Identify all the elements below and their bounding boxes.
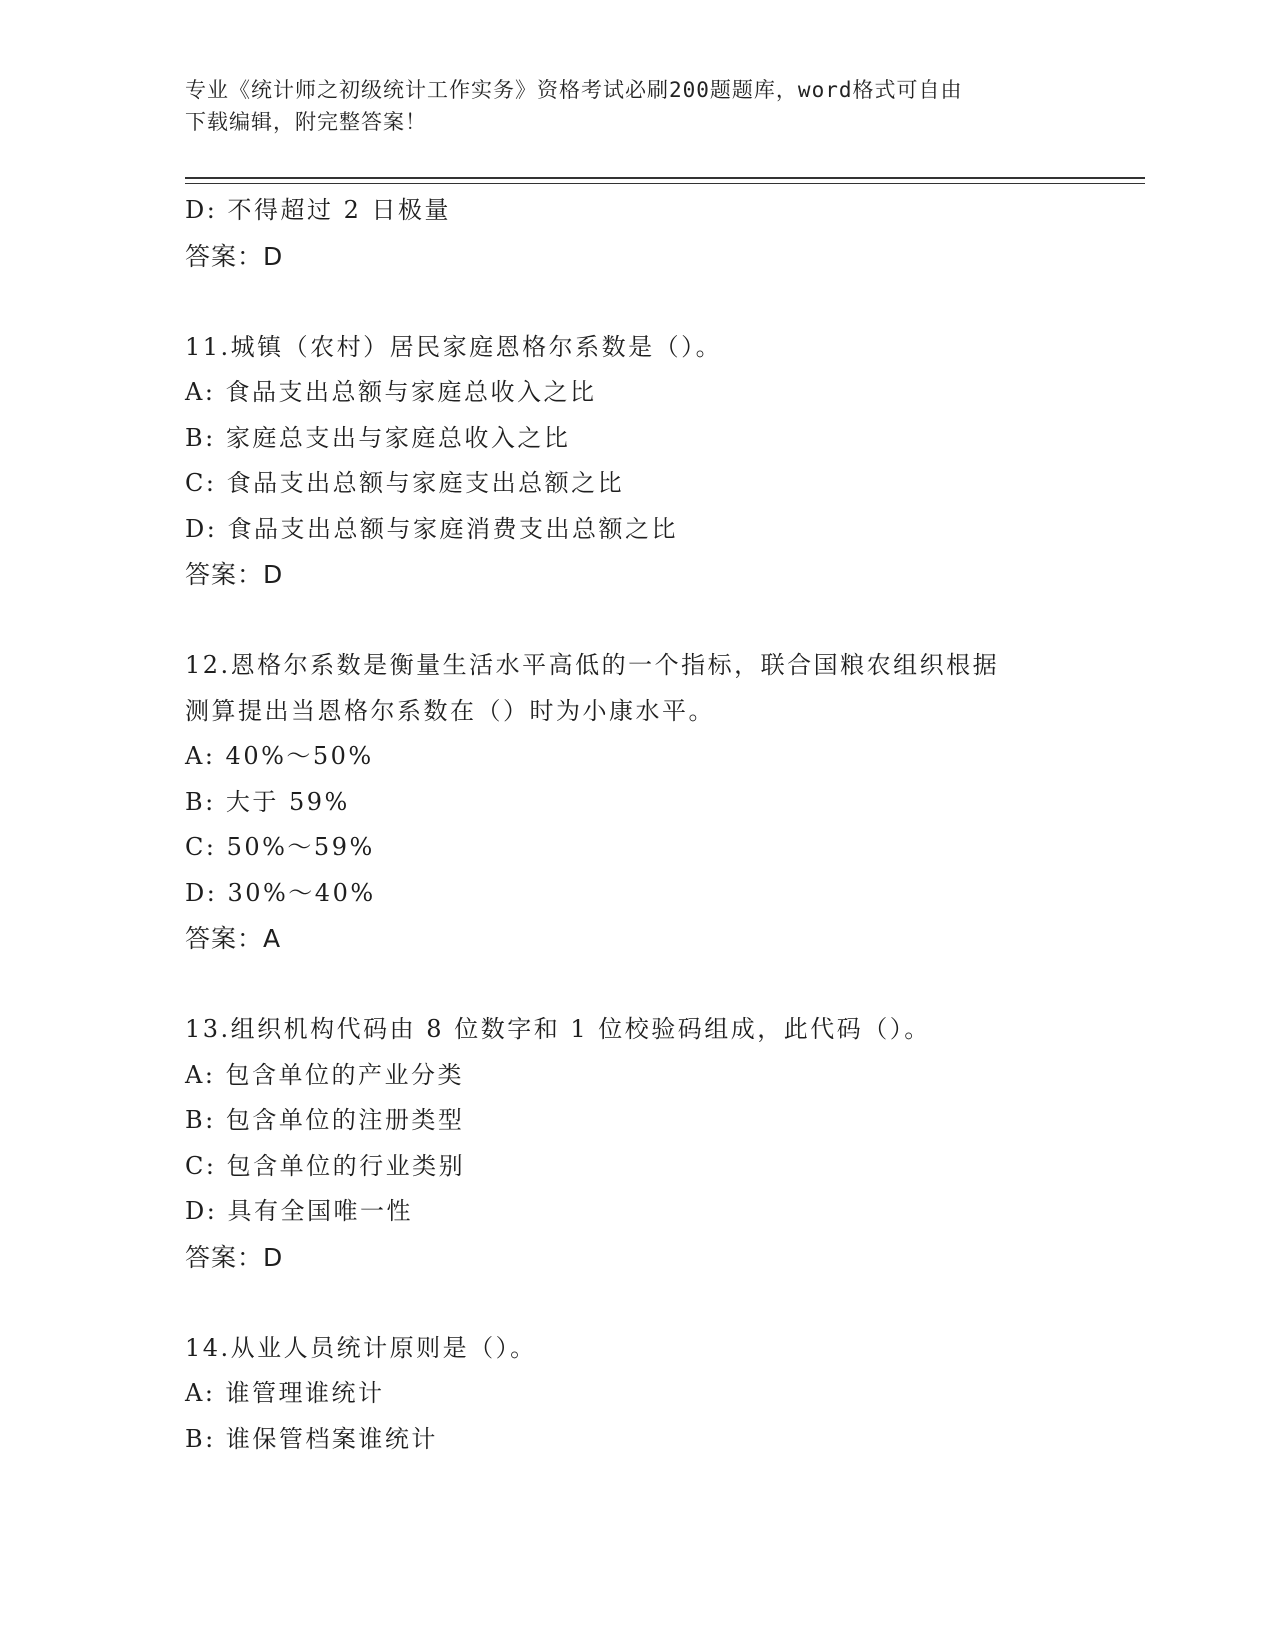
header-divider-thin [185,183,1145,184]
question-14 [185,1326,1085,1463]
question-stem: 11.城镇（农村）居民家庭恩格尔系数是（）。 [185,332,723,361]
option-c: C: 50%～59% [185,833,375,861]
option-d: D: 食品支出总额与家庭消费支出总额之比 [185,514,678,543]
option-a: A: 食品支出总额与家庭总收入之比 [185,378,597,406]
answer: 答案：D [185,560,284,589]
option-a: A: 谁管理谁统计 [185,1379,385,1407]
option-a: A: 40%～50% [185,742,374,770]
document-body [185,188,1085,1462]
answer: 答案：D [185,1242,284,1272]
header-line-2: 下载编辑，附完整答案！ [185,110,427,134]
spacer [185,1280,1085,1326]
question-13 [185,1007,1085,1280]
answer-carryover: 答案：D [185,241,284,271]
option-b: B: 谁保管档案谁统计 [185,1424,438,1453]
option-b: B: 包含单位的注册类型 [185,1106,465,1134]
spacer [185,279,1085,325]
spacer [185,598,1085,644]
header-line-1: 专业《统计师之初级统计工作实务》资格考试必刷200题题库，word格式可自由 [185,78,963,102]
header-divider-thick [185,177,1145,179]
answer: 答案：A [185,924,282,953]
question-stem-line-1: 12.恩格尔系数是衡量生活水平高低的一个指标，联合国粮农组织根据 [185,651,1000,679]
option-c: C: 食品支出总额与家庭支出总额之比 [185,469,625,497]
option-d-carryover: D: 不得超过 2 日极量 [185,196,451,224]
option-c: C: 包含单位的行业类别 [185,1151,466,1180]
option-b: B: 大于 59% [185,787,350,816]
question-stem-line-2: 测算提出当恩格尔系数在（）时为小康水平。 [185,696,715,725]
question-stem: 13.组织机构代码由 8 位数字和 1 位校验码组成，此代码（）。 [185,1015,931,1043]
option-d: D: 30%～40% [185,878,376,907]
question-12 [185,643,1085,962]
option-a: A: 包含单位的产业分类 [185,1060,465,1089]
option-d: D: 具有全国唯一性 [185,1197,413,1225]
question-11 [185,325,1085,598]
spacer [185,962,1085,1008]
option-b: B: 家庭总支出与家庭总收入之比 [185,423,571,452]
document-header [185,74,1065,138]
question-stem: 14.从业人员统计原则是（）。 [185,1333,537,1362]
